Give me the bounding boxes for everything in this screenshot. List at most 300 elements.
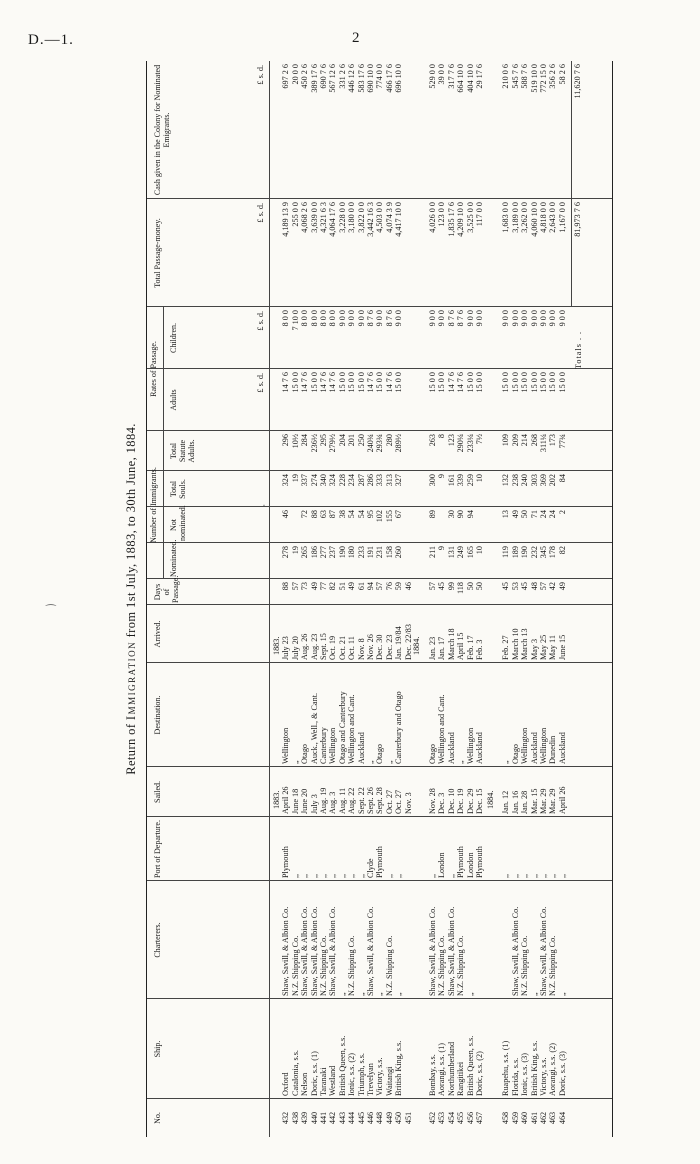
cell-notnom: 102	[375, 510, 385, 523]
cell-arrived: March 13	[520, 628, 530, 660]
cell-cash: 356 2 6	[548, 64, 558, 89]
cell-ra: 14 7 6	[300, 372, 310, 393]
cell-arrived: Nov. 8	[356, 638, 366, 660]
cell-ra: 15 0 0	[375, 372, 385, 393]
cell-total: 255 0 0	[290, 202, 300, 227]
cell-notnom: 54	[356, 510, 366, 519]
cell-port: London	[465, 852, 475, 878]
year-label: 1883.	[272, 636, 281, 655]
cell-adults: 240¾	[366, 434, 375, 453]
cell-souls: 19	[290, 474, 300, 483]
cell-rc: 9 0 0	[475, 310, 485, 327]
cell-dest: Auckland	[529, 732, 539, 764]
column-rule	[147, 470, 612, 471]
number-of-immigrants-header: Number of Immigrants.	[149, 467, 158, 543]
cell-nom: 10	[475, 546, 485, 555]
cell-souls: 337	[300, 474, 310, 487]
cell-no: 456	[465, 1111, 475, 1125]
cell-souls: 286	[366, 474, 375, 487]
cell-ship: British King, s.s.	[394, 1040, 404, 1096]
header-rule	[269, 61, 270, 1137]
column-rule	[147, 604, 612, 605]
cell-dest: „	[290, 760, 300, 764]
cell-notnom: 155	[384, 510, 394, 523]
cell-sailed: Mar. 15	[529, 788, 539, 814]
cell-charterers: Shaw, Savill, & Albion Co.	[281, 906, 291, 996]
cell-cash: 583 17 6	[356, 64, 366, 93]
cell-ship: Rangitikei	[456, 1061, 466, 1096]
cell-port: ,,	[337, 873, 347, 878]
cell-ra: 15 0 0	[557, 372, 567, 393]
cell-no: 441	[319, 1111, 328, 1125]
cell-arrived: Dec. 23	[384, 634, 394, 660]
cell-total: 4,818 0 0	[538, 202, 548, 233]
cell-adults: 295	[319, 434, 328, 447]
cell-notnom: 46	[281, 510, 291, 519]
cell-port: Plymouth	[281, 846, 291, 878]
cell-arrived: Dec. 30	[375, 634, 385, 660]
cell-souls: 287	[356, 474, 366, 487]
cell-arrived: Dec. 22/83	[403, 624, 413, 660]
cell-sailed: Aug. 19	[319, 787, 328, 814]
lsd-header: £ s. d.	[256, 65, 265, 85]
cell-cash: 664 10 0	[456, 64, 466, 93]
cell-dest: Auck., Well., & Cant.	[309, 692, 319, 764]
cell-rc: 8 0 0	[309, 310, 319, 327]
cell-ra: 15 0 0	[290, 372, 300, 393]
cell-souls: 238	[510, 474, 520, 487]
totals-cash: 11,620 7 6	[573, 64, 583, 99]
cell-charterers: „	[557, 992, 567, 996]
column-header-cash: Cash given in the Colony for Nominated Emigrants.	[153, 64, 172, 196]
cell-arrived: Feb. 17	[465, 635, 475, 660]
cell-nom: 277	[319, 546, 328, 559]
cell-notnom: 94	[465, 510, 475, 519]
cell-total: 2,643 0 0	[548, 202, 558, 233]
cell-rc: 9 0 0	[529, 310, 539, 327]
column-header-adults: Total Statute Adults.	[169, 439, 197, 463]
cell-nom: 158	[384, 546, 394, 559]
cell-arrived: March 10	[510, 628, 520, 660]
year-label: 1884.	[412, 636, 421, 655]
cell-arrived: Aug. 23	[309, 633, 319, 660]
year-label: 1884.	[486, 790, 496, 809]
cell-souls: 339	[456, 474, 466, 487]
cell-port: ,,	[384, 873, 394, 878]
cell-ship: Nelson	[300, 1072, 310, 1096]
cell-days: 46	[403, 582, 413, 591]
cell-total: 4,060 10 0	[529, 202, 539, 237]
cell-nom: 249	[456, 546, 466, 559]
cell-dest: Wellington	[538, 727, 548, 764]
cell-nom: 186	[309, 546, 319, 559]
cell-charterers: N.Z. Shipping Co.	[520, 935, 530, 996]
column-header-notnom: Not nominated.	[169, 505, 188, 541]
page-code: D.—1.	[28, 32, 74, 48]
cell-charterers: Shaw, Savill, & Albion Co.	[538, 906, 548, 996]
cell-charterers: N.Z. Shipping Co.	[347, 935, 357, 996]
cell-ra: 15 0 0	[510, 372, 520, 393]
cell-charterers: Shaw, Savill, & Albion Co.	[309, 906, 319, 996]
cell-dest: „	[366, 760, 375, 764]
cell-cash: 446 12 6	[347, 64, 357, 93]
cell-nom: 232	[529, 546, 539, 559]
cell-no: 451	[403, 1111, 413, 1125]
cell-notnom: 90	[456, 510, 466, 519]
cell-notnom: 54	[347, 510, 357, 519]
cell-sailed: Sept. 28	[375, 787, 385, 814]
cell-adults: 263	[428, 434, 438, 447]
column-header-total: Total Passage-money.	[153, 218, 162, 288]
column-rule	[147, 578, 612, 579]
cell-cash: 529 0 0	[428, 64, 438, 89]
column-rule	[147, 1098, 612, 1099]
cell-port: ,,	[328, 873, 338, 878]
immigration-table	[146, 61, 613, 1137]
cell-days: 42	[548, 582, 558, 591]
cell-arrived: Aug. 26	[300, 633, 310, 660]
cell-rc: 9 0 0	[510, 310, 520, 327]
cell-ship: Doric, s.s. (2)	[475, 1051, 485, 1096]
cell-no: 462	[538, 1111, 548, 1125]
cell-arrived: May 3	[529, 638, 539, 660]
cell-arrived: July 20	[290, 636, 300, 660]
cell-souls: 84	[557, 474, 567, 483]
cell-dest: Wellington	[520, 727, 530, 764]
cell-rc: 8 0 0	[328, 310, 338, 327]
cell-adults: 10½	[290, 434, 300, 449]
cell-cash: 545 7 6	[510, 64, 520, 89]
cell-souls: 369	[538, 474, 548, 487]
cell-ra: 15 0 0	[501, 372, 511, 393]
cell-arrived: Feb. 27	[501, 635, 511, 660]
cell-port: ,,	[300, 873, 310, 878]
cell-sailed: Aug. 11	[337, 787, 347, 814]
cell-adults: 109	[501, 434, 511, 447]
cell-total: 3,180 0 0	[347, 202, 357, 233]
cell-adults: 289½	[394, 434, 404, 453]
cell-charterers: Shaw, Savill, & Albion Co.	[428, 906, 438, 996]
cell-ra: 14 7 6	[319, 372, 328, 393]
cell-arrived: March 18	[446, 628, 456, 660]
cell-rc: 9 0 0	[557, 310, 567, 327]
cell-adults: 201	[347, 434, 357, 447]
margin-mark: ⁔	[46, 592, 56, 606]
cell-no: 438	[290, 1111, 300, 1125]
cell-rc: 9 0 0	[520, 310, 530, 327]
cell-port: Plymouth	[475, 846, 485, 878]
cell-nom: 19	[290, 546, 300, 555]
cell-arrived: July 23	[281, 636, 291, 660]
cell-notnom: 63	[319, 510, 328, 519]
cell-ra: 15 0 0	[529, 372, 539, 393]
cell-total: 1,683 0 0	[501, 202, 511, 233]
cell-souls: 303	[529, 474, 539, 487]
cell-nom: 345	[538, 546, 548, 559]
cell-arrived: Jan. 19/84	[394, 626, 404, 660]
cell-arrived: Oct. 19	[328, 635, 338, 660]
cell-charterers: „	[394, 992, 404, 996]
cell-rc: 8 7 6	[456, 310, 466, 327]
cell-no: 440	[309, 1111, 319, 1125]
totals-label: Totals . .	[574, 330, 584, 369]
cell-port: ,,	[510, 873, 520, 878]
cell-nom: 278	[281, 546, 291, 559]
cell-arrived: Oct. 11	[347, 636, 357, 660]
cell-port: ,,	[501, 873, 511, 878]
cell-notnom: 38	[337, 510, 347, 519]
cell-days: 57	[538, 582, 548, 591]
cell-dest: Wellington and Cant.	[437, 694, 447, 764]
cell-charterers: N.Z. Shipping Co.	[384, 935, 394, 996]
cell-cash: 696 10 0	[394, 64, 404, 93]
cell-notnom: 88	[309, 510, 319, 519]
cell-souls: 274	[309, 474, 319, 487]
column-rule	[147, 368, 612, 369]
cell-sailed: Jan. 16	[510, 790, 520, 814]
cell-no: 439	[300, 1111, 310, 1125]
cell-no: 457	[475, 1111, 485, 1125]
column-rule	[147, 506, 612, 507]
cell-adults: 204	[337, 434, 347, 447]
cell-days: 99	[446, 582, 456, 591]
column-header-arrived: Arrived.	[153, 620, 162, 648]
cell-ra: 15 0 0	[337, 372, 347, 393]
cell-port: ,,	[319, 873, 328, 878]
cell-port: Plymouth	[375, 846, 385, 878]
cell-nom: 9	[437, 546, 447, 551]
cell-ship: Westland	[328, 1065, 338, 1096]
year-label: 1883.	[272, 790, 281, 809]
cell-port: ,,	[356, 873, 366, 878]
cell-adults: 7½	[475, 434, 485, 445]
cell-days: 76	[384, 582, 394, 591]
cell-total: 1,167 0 0	[557, 202, 567, 233]
cell-total: 4,503 0 0	[375, 202, 385, 233]
cell-days: 49	[557, 582, 567, 591]
cell-nom: 260	[394, 546, 404, 559]
cell-cash: 20 0 0	[290, 64, 300, 85]
cell-dest: Auckland	[475, 732, 485, 764]
cell-nom: 190	[337, 546, 347, 559]
cell-no: 432	[281, 1111, 291, 1125]
cell-total: 4,189 13 9	[281, 202, 291, 237]
cell-ra: 15 0 0	[538, 372, 548, 393]
cell-charterers: „	[465, 992, 475, 996]
cell-arrived: May 25	[538, 634, 548, 660]
cell-dest: Wellington	[281, 727, 291, 764]
cell-ship: Victory, s.s.	[375, 1057, 385, 1096]
cell-total: 117 0 0	[475, 202, 485, 227]
cell-adults: 214	[520, 434, 530, 447]
cell-days: 118	[456, 582, 466, 594]
cell-arrived: April 15	[456, 632, 466, 660]
cell-ra: 15 0 0	[437, 372, 447, 393]
cell-port: ,,	[446, 873, 456, 878]
cell-souls: 202	[548, 474, 558, 487]
cell-port: ,,	[538, 873, 548, 878]
cell-no: 449	[384, 1111, 394, 1125]
cell-notnom: 67	[394, 510, 404, 519]
cell-cash: 697 2 6	[281, 64, 291, 89]
cell-no: 445	[356, 1111, 366, 1125]
cell-total: 4,074 3 9	[384, 202, 394, 233]
cell-cash: 29 17 6	[475, 64, 485, 89]
cell-port: London	[437, 852, 447, 878]
cell-ra: 14 7 6	[366, 372, 375, 393]
cell-souls: 259	[465, 474, 475, 487]
cell-nom: 180	[347, 546, 357, 559]
cell-charterers: N.Z. Shipping Co.	[437, 935, 447, 996]
cell-nom: 82	[557, 546, 567, 555]
totals-passage: 81,973 7 6	[573, 202, 583, 237]
column-header-port: Port of Departure.	[153, 820, 162, 878]
cell-days: 45	[520, 582, 530, 591]
cell-ship: British Queen, s.s.	[465, 1035, 475, 1096]
cell-days: 53	[510, 582, 520, 591]
cell-sailed: Dec. 15	[475, 788, 485, 814]
cell-charterers: „	[529, 992, 539, 996]
cell-ship: Ruapehu, s.s. (1)	[501, 1040, 511, 1096]
cell-days: 45	[501, 582, 511, 591]
cell-arrived: Feb. 3	[475, 639, 485, 660]
cell-charterers: Shaw, Savill, & Albion Co.	[510, 906, 520, 996]
cell-rc: 9 0 0	[375, 310, 385, 327]
cell-ship: Catalonia, s.s.	[290, 1050, 300, 1096]
cell-adults: 236½	[309, 434, 319, 453]
cell-total: 4,064 17 6	[328, 202, 338, 237]
cell-dest: Auckland	[446, 732, 456, 764]
cell-ship: Trevelyan	[366, 1063, 375, 1096]
cell-dest: Auckland	[557, 732, 567, 764]
cell-days: 45	[437, 582, 447, 591]
cell-adults: 311¼	[538, 434, 548, 453]
cell-ra: 15 0 0	[394, 372, 404, 393]
cell-days: 94	[366, 582, 375, 591]
cell-adults: 293¾	[375, 434, 385, 453]
cell-arrived: May 11	[548, 635, 558, 660]
cell-rc: 8 0 0	[281, 310, 291, 327]
cell-nom: 265	[300, 546, 310, 559]
cell-nom: 189	[510, 546, 520, 559]
cell-ra: 15 0 0	[356, 372, 366, 393]
cell-sailed: April 26	[557, 786, 567, 814]
cell-days: 50	[465, 582, 475, 591]
cell-ra: 14 7 6	[328, 372, 338, 393]
cell-souls: 228	[337, 474, 347, 487]
cell-dest: Otago	[428, 743, 438, 764]
cell-ra: 14 7 6	[446, 372, 456, 393]
cell-total: 3,822 0 0	[356, 202, 366, 233]
cell-souls: 333	[375, 474, 385, 487]
cell-sailed: Oct. 27	[394, 789, 404, 814]
cell-total: 4,321 6 3	[319, 202, 328, 233]
cell-no: 450	[394, 1111, 404, 1125]
cell-souls: 300	[428, 474, 438, 487]
cell-notnom: 24	[538, 510, 548, 519]
cell-cash: 404 10 0	[465, 64, 475, 93]
column-header-sailed: Sailed.	[153, 781, 162, 803]
cell-notnom: 71	[529, 510, 539, 519]
column-header-dest: Destination.	[153, 695, 162, 735]
cell-cash: 588 7 6	[520, 64, 530, 89]
cell-souls: 313	[384, 474, 394, 487]
column-rule	[147, 542, 612, 543]
cell-notnom: 30	[446, 510, 456, 519]
cell-ship: Oxford	[281, 1072, 291, 1096]
cell-no: 444	[347, 1111, 357, 1125]
cell-days: 57	[428, 582, 438, 591]
cell-total: 3,442 16 3	[366, 202, 375, 237]
cell-adults: 279½	[328, 434, 338, 453]
cell-nom: 165	[465, 546, 475, 559]
cell-rc: 8 0 0	[300, 310, 310, 327]
cell-ra: 15 0 0	[475, 372, 485, 393]
cell-nom: 211	[428, 546, 438, 558]
cell-days: 59	[394, 582, 404, 591]
totals-rule	[571, 61, 572, 307]
cell-souls: 161	[446, 474, 456, 487]
cell-rc: 9 0 0	[538, 310, 548, 327]
cell-rc: 9 0 0	[465, 310, 475, 327]
cell-ship: Ionic, s.s. (2)	[347, 1053, 357, 1096]
column-rule	[147, 880, 612, 881]
cell-sailed: Jan. 12	[501, 790, 511, 814]
cell-sailed: Nov. 28	[428, 788, 438, 814]
cell-nom: 190	[520, 546, 530, 559]
cell-ship: Doric, s.s. (1)	[309, 1051, 319, 1096]
column-header-rc: Children.	[169, 323, 178, 353]
cell-charterers: Shaw, Savill, & Albion Co.	[446, 906, 456, 996]
cell-adults: 280	[384, 434, 394, 447]
cell-sailed: Dec. 10	[446, 788, 456, 814]
cell-sailed: Nov. 3	[403, 792, 413, 814]
lsd-header: £ s. d.	[256, 311, 265, 331]
cell-days: 57	[290, 582, 300, 591]
column-header-days: Days of Passage.	[153, 575, 181, 603]
cell-total: 4,209 10 0	[456, 202, 466, 237]
cell-souls: 240	[520, 474, 530, 487]
column-header-no: No.	[153, 1112, 162, 1124]
cell-sailed: Sept. 26	[366, 787, 375, 814]
cell-ship: Northumberland	[446, 1041, 456, 1096]
cell-dest: Canterbury and Otago	[394, 691, 404, 764]
cell-rc: 9 0 0	[501, 310, 511, 327]
column-rule	[147, 306, 612, 307]
cell-no: 442	[328, 1111, 338, 1125]
cell-dest: Auckland	[356, 732, 366, 764]
cell-port: ,,	[548, 873, 558, 878]
cell-nom: 119	[501, 546, 511, 558]
lsd-header: £ s. d.	[256, 373, 265, 393]
cell-days: 61	[356, 582, 366, 591]
cell-total: 3,262 0 0	[520, 202, 530, 233]
cell-cash: 466 17 6	[384, 64, 394, 93]
cell-cash: 772 15 0	[538, 64, 548, 93]
cell-days: 49	[347, 582, 357, 591]
cell-ra: 15 0 0	[548, 372, 558, 393]
cell-sailed: Sept. 22	[356, 787, 366, 814]
cell-no: 446	[366, 1111, 375, 1125]
cell-dest: Otago and Canterbury	[337, 691, 347, 764]
cell-charterers: Shaw, Savill, & Albion Co.	[300, 906, 310, 996]
cell-total: 4,417 10 0	[394, 202, 404, 237]
cell-notnom: 89	[428, 510, 438, 519]
cell-arrived: June 15	[557, 634, 567, 660]
cell-no: 461	[529, 1111, 539, 1125]
cell-no: 454	[446, 1111, 456, 1125]
cell-charterers: N.Z. Shipping Co.	[319, 935, 328, 996]
